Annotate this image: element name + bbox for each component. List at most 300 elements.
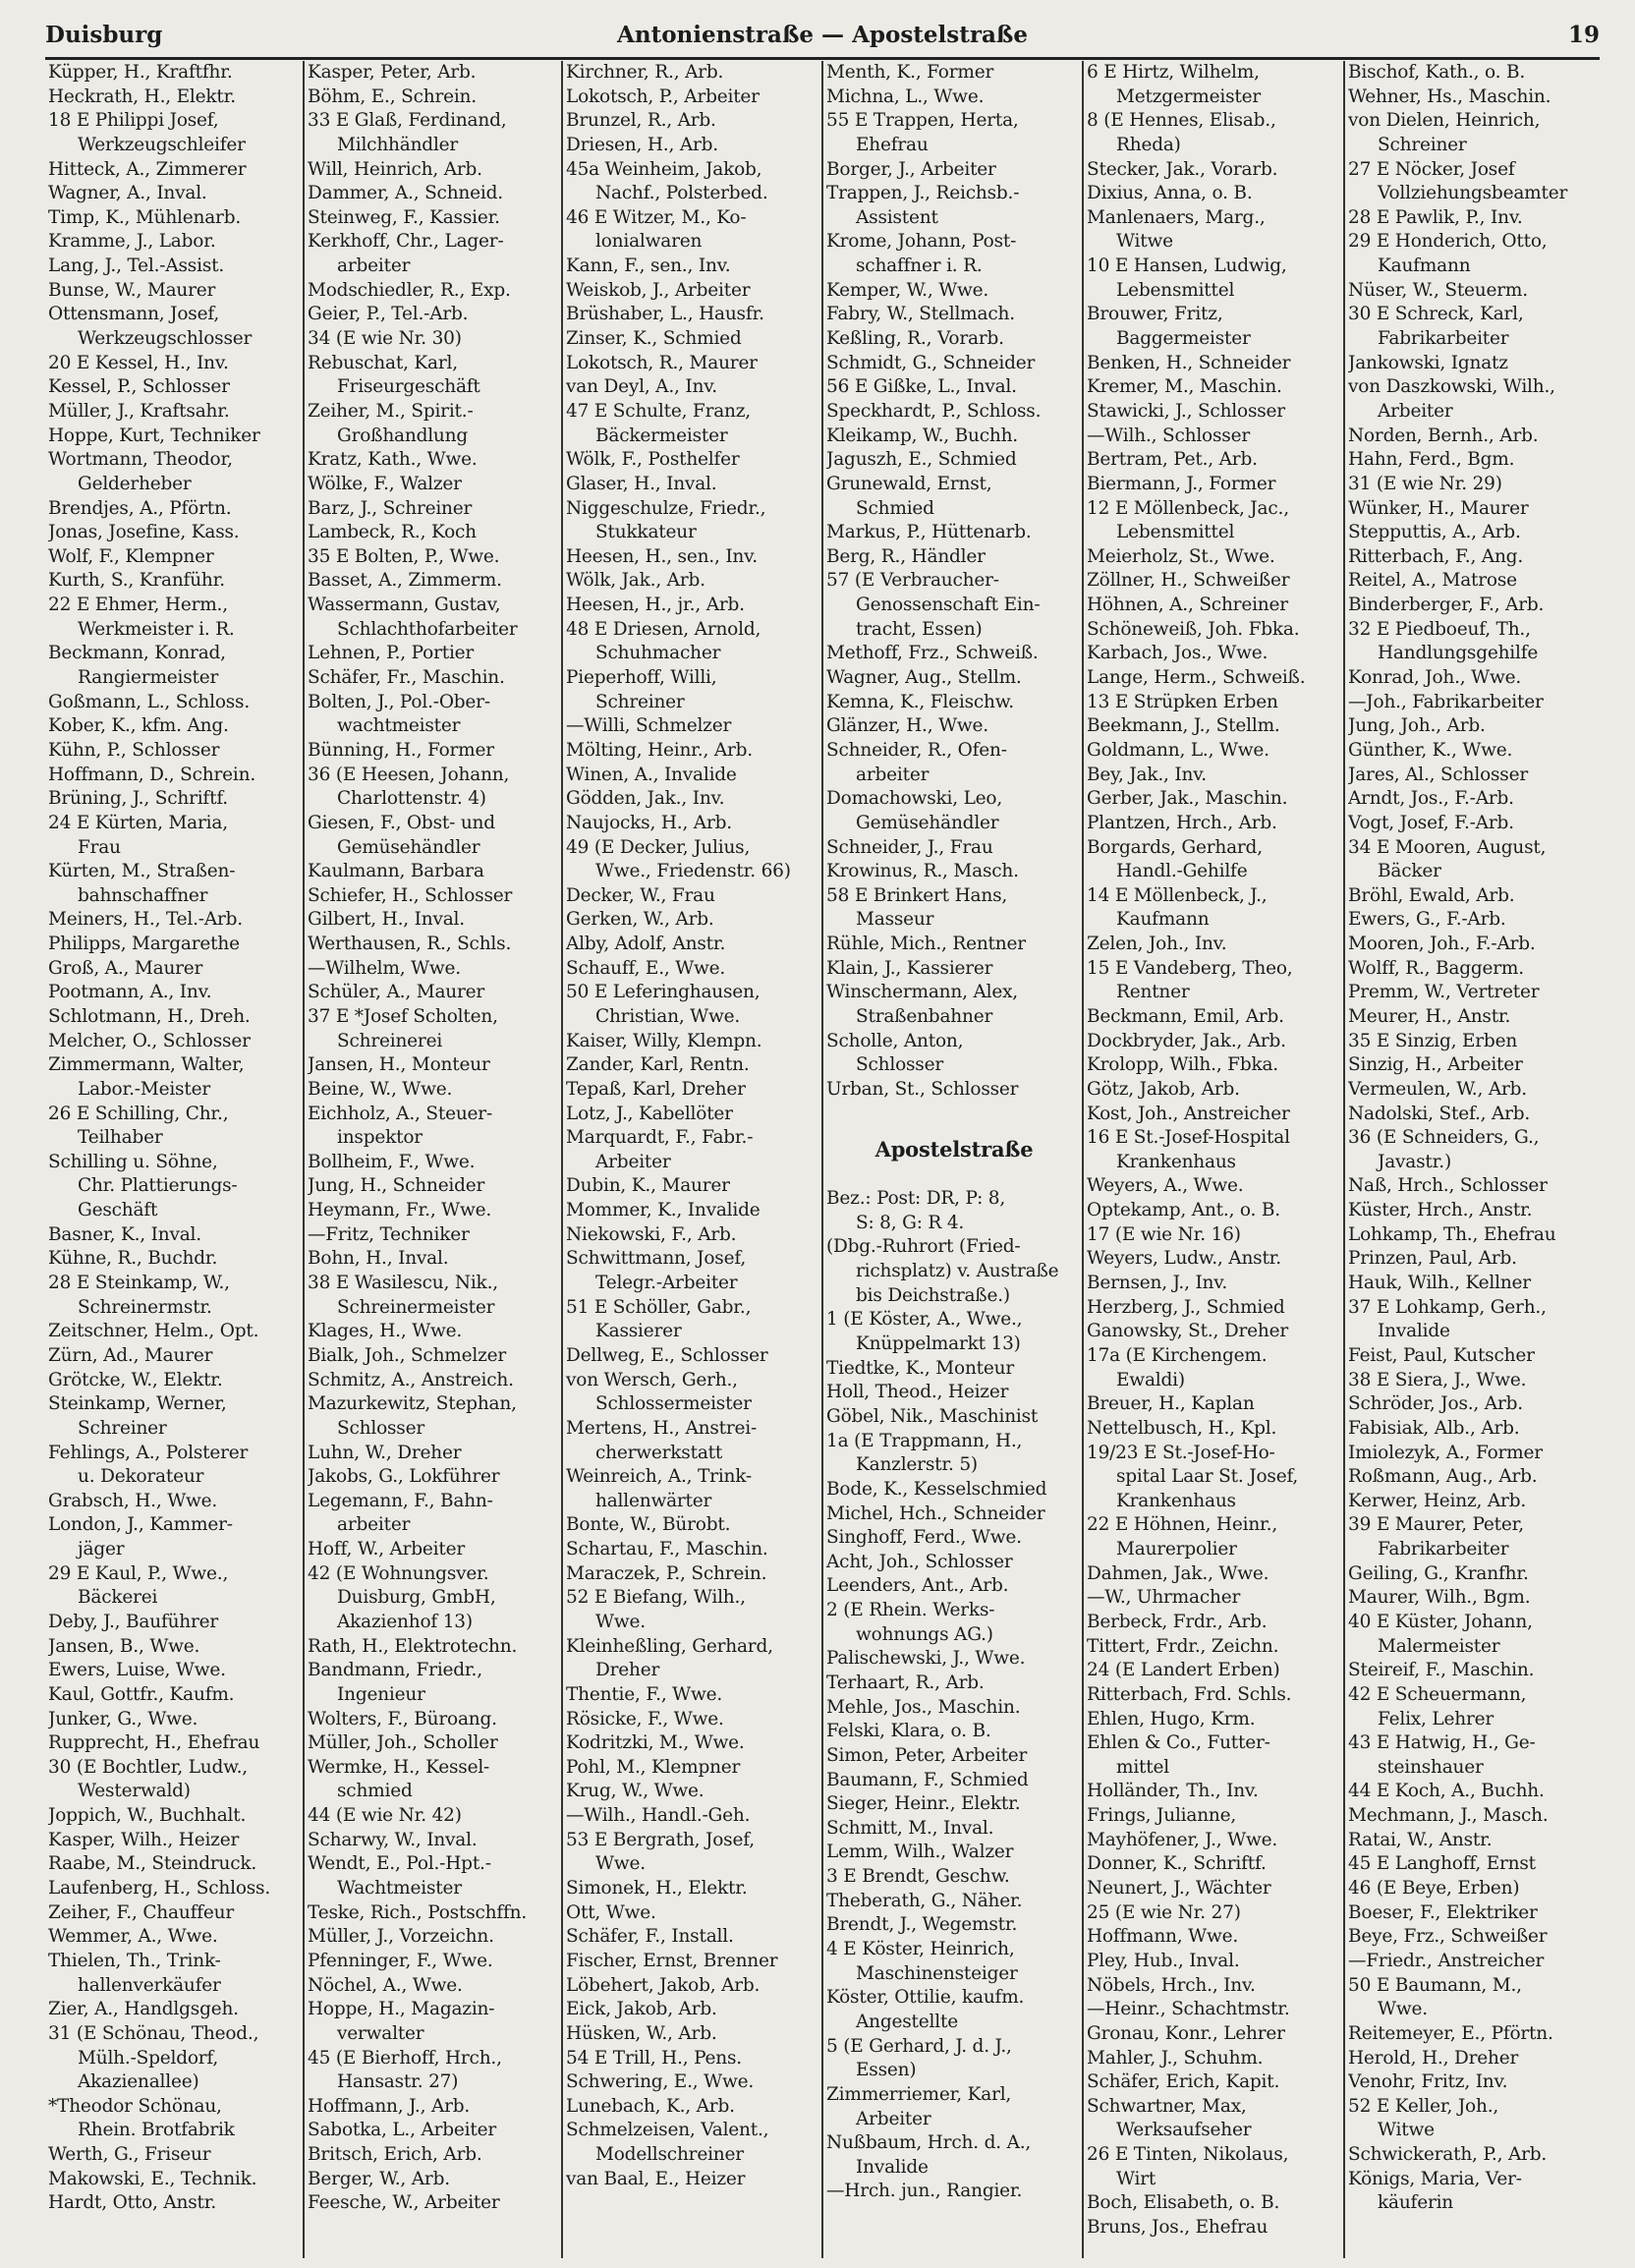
directory-entry: Schlotmann, H., Dreh. <box>48 1005 251 1027</box>
directory-entry: Wagner, Aug., Stellm. <box>826 667 1022 689</box>
directory-entry: Hoppe, H., Magazin- <box>308 1999 495 2020</box>
directory-entry: Schreiner <box>78 1417 167 1439</box>
directory-entry: Kratz, Kath., Wwe. <box>308 449 478 471</box>
directory-entry: Bunse, W., Maurer <box>48 279 216 301</box>
directory-entry: Klages, H., Wwe. <box>308 1321 463 1342</box>
directory-entry: —Wilh., Handl.-Geh. <box>566 1805 751 1827</box>
directory-entry: Günther, K., Wwe. <box>1348 739 1513 761</box>
directory-entry: Nadolski, Stef., Arb. <box>1348 1103 1531 1124</box>
directory-entry: Maurerpolier <box>1116 1539 1237 1560</box>
directory-entry: Teilhaber <box>78 1127 163 1149</box>
directory-entry: Grötcke, W., Elektr. <box>48 1369 223 1390</box>
directory-entry: Handlungsgehilfe <box>1378 643 1539 664</box>
directory-entry: 30 E Schreck, Karl, <box>1348 304 1524 325</box>
directory-entry: 14 E Möllenbeck, J., <box>1087 884 1268 906</box>
directory-entry: Fehlings, A., Polsterer <box>48 1442 249 1463</box>
directory-entry: Schwittmann, Josef, <box>566 1248 746 1270</box>
directory-entry: Mehle, Jos., Maschin. <box>826 1696 1021 1718</box>
directory-entry: Modellschreiner <box>595 2144 744 2166</box>
directory-entry: schmied <box>337 1781 413 1802</box>
directory-entry: Schüler, A., Maurer <box>308 982 485 1003</box>
directory-entry: Höhnen, A., Schreiner <box>1087 595 1288 616</box>
directory-entry: Jakobs, G., Lokführer <box>308 1466 500 1488</box>
directory-entry: Göbel, Nik., Maschinist <box>826 1405 1039 1427</box>
directory-entry: Rühle, Mich., Rentner <box>826 934 1026 955</box>
directory-entry: —W., Uhrmacher <box>1087 1587 1241 1609</box>
directory-entry: Lambeck, R., Koch <box>308 522 477 543</box>
directory-entry: Ratai, W., Anstr. <box>1348 1829 1493 1850</box>
directory-entry: Wehner, Hs., Maschin. <box>1348 85 1551 107</box>
directory-entry: Konrad, Joh., Wwe. <box>1348 667 1522 689</box>
directory-entry: Hardt, Otto, Anstr. <box>48 2192 217 2214</box>
directory-entry: Herzberg, J., Schmied <box>1087 1296 1285 1318</box>
directory-entry: Kemna, K., Fleischw. <box>826 691 1014 712</box>
directory-entry: 29 E Kaul, P., Wwe., <box>48 1562 229 1584</box>
directory-entry: Gelderheber <box>78 473 192 494</box>
directory-entry: Steireif, F., Maschin. <box>1348 1660 1535 1681</box>
directory-entry: Mommer, K., Invalide <box>566 1200 761 1221</box>
directory-entry: Venohr, Fritz, Inv. <box>1348 2071 1508 2093</box>
directory-entry: Zürn, Ad., Maurer <box>48 1344 213 1366</box>
directory-entry: Maurer, Wilh., Bgm. <box>1348 1587 1531 1609</box>
directory-entry: 34 (E wie Nr. 30) <box>308 328 462 350</box>
directory-entry: Joppich, W., Buchhalt. <box>48 1805 247 1827</box>
directory-entry: Beckmann, Emil, Arb. <box>1087 1005 1284 1027</box>
directory-entry: Bischof, Kath., o. B. <box>1348 62 1526 83</box>
directory-entry: Dixius, Anna, o. B. <box>1087 183 1253 204</box>
directory-entry: Niekowski, F., Arb. <box>566 1223 737 1245</box>
directory-entry: 18 E Philippi Josef, <box>48 110 219 132</box>
directory-entry: Brüshaber, L., Hausfr. <box>566 304 764 325</box>
directory-entry: Bolten, J., Pol.-Ober- <box>308 691 490 712</box>
directory-entry: Witwe <box>1378 2120 1435 2141</box>
directory-entry: u. Dekorateur <box>78 1466 204 1488</box>
directory-entry: Kirchner, R., Arb. <box>566 62 724 83</box>
directory-entry: 26 E Tinten, Nikolaus, <box>1087 2144 1289 2166</box>
directory-entry: Hitteck, A., Zimmerer <box>48 158 247 180</box>
directory-entry: Schröder, Jos., Arb. <box>1348 1393 1523 1415</box>
directory-entry: Lotz, J., Kabellöter <box>566 1103 733 1124</box>
directory-entry: Imiolezyk, A., Former <box>1348 1442 1543 1463</box>
directory-entry: Zinser, K., Schmied <box>566 328 742 350</box>
directory-entry: richsplatz) v. Austraße <box>856 1261 1059 1282</box>
directory-entry: Brendjes, A., Pförtn. <box>48 497 232 519</box>
directory-entry: Schlosser <box>337 1417 424 1439</box>
directory-entry: Eick, Jakob, Arb. <box>566 1999 717 2020</box>
directory-entry: Ritterbach, F., Ang. <box>1348 545 1524 567</box>
directory-entry: 5 (E Gerhard, J. d. J., <box>826 2035 1012 2057</box>
directory-entry: wohnungs AG.) <box>856 1623 993 1645</box>
directory-entry: Kühn, P., Schlosser <box>48 739 220 761</box>
directory-entry: Britsch, Erich, Arb. <box>308 2144 482 2166</box>
directory-entry: Domachowski, Leo, <box>826 788 1003 810</box>
directory-entry: 36 (E Heesen, Johann, <box>308 764 510 785</box>
directory-entry: Hauk, Wilh., Kellner <box>1348 1273 1531 1294</box>
directory-entry: Glaser, H., Inval. <box>566 473 717 494</box>
directory-entry: Michna, L., Wwe. <box>826 85 985 107</box>
directory-entry: Benken, H., Schneider <box>1087 352 1291 373</box>
directory-entry: Charlottenstr. 4) <box>337 788 486 810</box>
directory-entry: Roßmann, Aug., Arb. <box>1348 1466 1538 1488</box>
directory-entry: Weyers, Ludw., Anstr. <box>1087 1248 1281 1270</box>
directory-entry: Königs, Maria, Ver- <box>1348 2168 1522 2189</box>
directory-entry: Scholle, Anton, <box>826 1030 964 1051</box>
header-rule <box>45 57 1600 60</box>
directory-entry: Binderberger, F., Arb. <box>1348 595 1545 616</box>
directory-entry: 49 (E Decker, Julius, <box>566 836 751 858</box>
directory-entry: Simonek, H., Elektr. <box>566 1878 748 1899</box>
directory-entry: 17a (E Kirchengem. <box>1087 1344 1268 1366</box>
directory-entry: Heesen, H., jr., Arb. <box>566 595 745 616</box>
directory-entry: Urban, St., Schlosser <box>826 1078 1019 1100</box>
directory-entry: Alby, Adolf, Anstr. <box>566 934 726 955</box>
directory-entry: Optekamp, Ant., o. B. <box>1087 1200 1280 1221</box>
directory-entry: 38 E Wasilescu, Nik., <box>308 1273 498 1294</box>
directory-entry: 45 (E Bierhoff, Hrch., <box>308 2047 502 2069</box>
directory-entry: 17 (E wie Nr. 16) <box>1087 1223 1241 1245</box>
directory-entry: Bandmann, Friedr., <box>308 1660 482 1681</box>
directory-entry: Fischer, Ernst, Brenner <box>566 1950 778 1971</box>
directory-entry: 58 E Brinkert Hans, <box>826 884 1008 906</box>
directory-entry: Wolff, R., Baggerm. <box>1348 957 1524 979</box>
directory-entry: Speckhardt, P., Schloss. <box>826 400 1042 422</box>
directory-entry: Hoffmann, Wwe. <box>1087 1926 1239 1948</box>
directory-entry: Sabotka, L., Arbeiter <box>308 2120 496 2141</box>
directory-entry: Werkzeugschlosser <box>78 328 253 350</box>
directory-entry: arbeiter <box>337 255 411 277</box>
directory-entry: Fabrikarbeiter <box>1378 328 1509 350</box>
directory-entry: Jung, H., Schneider <box>308 1175 485 1197</box>
directory-entry: Vogt, Josef, F.-Arb. <box>1348 812 1514 833</box>
directory-entry: Terhaart, R., Arb. <box>826 1673 985 1693</box>
directory-entry: Schuhmacher <box>595 643 721 664</box>
directory-entry: Norden, Bernh., Arb. <box>1348 425 1539 446</box>
directory-entry: Raabe, M., Steindruck. <box>48 1853 257 1875</box>
directory-entry: Schreiner <box>1378 134 1467 155</box>
directory-entry: Küster, Hrch., Anstr. <box>1348 1200 1533 1221</box>
directory-entry: Eichholz, A., Steuer- <box>308 1103 492 1124</box>
directory-entry: van Deyl, A., Inv. <box>566 376 717 398</box>
directory-entry: Decker, W., Frau <box>566 884 715 906</box>
directory-entry: von Dielen, Heinrich, <box>1348 110 1541 132</box>
directory-entry: Bäckermeister <box>595 425 728 446</box>
directory-entry: Nöchel, A., Wwe. <box>308 1974 463 1996</box>
directory-entry: Dreher <box>595 1660 660 1681</box>
directory-entry: Tiedtke, K., Monteur <box>826 1357 1014 1379</box>
directory-entry: Krankenhaus <box>1116 1490 1236 1511</box>
directory-entry: Brüning, J., Schriftf. <box>48 788 228 810</box>
directory-entry: Kasper, Wilh., Heizer <box>48 1829 240 1850</box>
directory-entry: käuferin <box>1378 2192 1454 2214</box>
directory-entry: Kassierer <box>595 1321 682 1342</box>
directory-entry: Ehlen, Hugo, Krm. <box>1087 1708 1256 1729</box>
directory-entry: Glänzer, H., Wwe. <box>826 715 988 737</box>
directory-entry: Felski, Klara, o. B. <box>826 1721 991 1742</box>
directory-entry: Tittert, Frdr., Zeichn. <box>1087 1635 1279 1657</box>
directory-entry: Geschäft <box>78 1200 158 1221</box>
directory-entry: Pohl, M., Klempner <box>566 1756 741 1778</box>
directory-entry: Menth, K., Former <box>826 62 994 83</box>
directory-entry: Wwe. <box>595 1612 646 1632</box>
directory-entry: Kürten, M., Straßen- <box>48 861 236 882</box>
directory-entry: Hansastr. 27) <box>337 2071 459 2093</box>
directory-entry: Grunewald, Ernst, <box>826 473 992 494</box>
directory-entry: Wachtmeister <box>337 1878 462 1899</box>
directory-entry: Deby, J., Bauführer <box>48 1612 219 1632</box>
directory-entry: Großhandlung <box>337 425 469 446</box>
directory-entry: Hoffmann, D., Schrein. <box>48 764 255 785</box>
directory-entry: Wirt <box>1116 2168 1156 2189</box>
directory-entry: Jansen, H., Monteur <box>308 1054 490 1076</box>
directory-entry: Wünker, H., Maurer <box>1348 497 1529 519</box>
directory-entry: *Theodor Schönau, <box>48 2095 222 2117</box>
directory-entry: Kühne, R., Buchdr. <box>48 1248 218 1270</box>
directory-entry: Geier, P., Tel.-Arb. <box>308 304 469 325</box>
directory-columns <box>45 61 1600 2258</box>
city-name: Duisburg <box>45 22 163 48</box>
directory-entry: Kaufmann <box>1378 255 1471 277</box>
directory-entry: Krankenhaus <box>1116 1151 1236 1172</box>
directory-entry: Borgards, Gerhard, <box>1087 836 1263 858</box>
directory-entry: Lokotsch, P., Arbeiter <box>566 85 760 107</box>
directory-entry: Palischewski, J., Wwe. <box>826 1648 1026 1670</box>
directory-entry: Gerber, Jak., Maschin. <box>1087 788 1288 810</box>
directory-entry: Bruns, Jos., Ehefrau <box>1087 2217 1269 2239</box>
directory-entry: Theberath, G., Näher. <box>826 1890 1023 1911</box>
directory-entry: 27 E Nöcker, Josef <box>1348 158 1515 180</box>
directory-entry: 52 E Keller, Joh., <box>1348 2095 1499 2117</box>
directory-entry: Zimmerriemer, Karl, <box>826 2083 1012 2105</box>
directory-entry: Geiling, G., Kranfhr. <box>1348 1562 1529 1584</box>
directory-entry: Heesen, H., sen., Inv. <box>566 545 758 567</box>
directory-column <box>821 61 1082 2258</box>
directory-entry: Dockbryder, Jak., Arb. <box>1087 1030 1286 1051</box>
directory-entry: Bäcker <box>1378 861 1441 882</box>
directory-entry: Trappen, J., Reichsb.- <box>826 183 1020 204</box>
directory-entry: Premm, W., Vertreter <box>1348 982 1540 1003</box>
directory-entry: arbeiter <box>856 764 930 785</box>
directory-entry: Witwe <box>1116 231 1173 253</box>
directory-entry: inspektor <box>337 1127 423 1149</box>
directory-entry: Singhoff, Ferd., Wwe. <box>826 1527 1022 1549</box>
directory-entry: Pfenninger, F., Wwe. <box>308 1950 493 1971</box>
directory-entry: 39 E Maurer, Peter, <box>1348 1514 1524 1536</box>
directory-entry: Stukkateur <box>595 522 697 543</box>
directory-entry: Thentie, F., Wwe. <box>566 1683 723 1705</box>
directory-entry: Labor.-Meister <box>78 1078 210 1100</box>
directory-entry: Sinzig, H., Arbeiter <box>1348 1054 1523 1076</box>
directory-entry: Duisburg, GmbH, <box>337 1587 496 1609</box>
directory-entry: Schreinermeister <box>337 1296 495 1318</box>
directory-entry: Rhein. Brotfabrik <box>78 2120 235 2141</box>
directory-entry: Schmitt, M., Inval. <box>826 1817 994 1839</box>
directory-entry: Kerkhoff, Chr., Lager- <box>308 231 504 253</box>
directory-entry: Ehefrau <box>856 134 929 155</box>
directory-entry: Winen, A., Invalide <box>566 764 737 785</box>
directory-entry: Driesen, H., Arb. <box>566 134 718 155</box>
directory-entry: Gödden, Jak., Inv. <box>566 788 725 810</box>
directory-entry: Rebuschat, Karl, <box>308 352 458 373</box>
directory-entry: Jaguszh, E., Schmied <box>826 449 1017 471</box>
directory-column <box>45 61 303 2258</box>
directory-entry: bahnschaffner <box>78 884 208 906</box>
directory-entry: Rath, H., Elektrotechn. <box>308 1635 518 1657</box>
directory-entry: Reitemeyer, E., Pförtn. <box>1348 2022 1553 2044</box>
directory-entry: Pley, Hub., Inval. <box>1087 1950 1240 1971</box>
directory-entry: 44 E Koch, A., Buchh. <box>1348 1781 1545 1802</box>
directory-entry: Schmelzeisen, Valent., <box>566 2120 769 2141</box>
directory-entry: Gemüsehändler <box>856 812 999 833</box>
directory-entry: Bode, K., Kesselschmied <box>826 1478 1047 1500</box>
directory-entry: Simon, Peter, Arbeiter <box>826 1744 1028 1766</box>
directory-entry: Barz, J., Schreiner <box>308 497 473 519</box>
directory-entry: arbeiter <box>337 1514 411 1536</box>
directory-entry: Rupprecht, H., Ehefrau <box>48 1732 260 1754</box>
directory-entry: —Friedr., Anstreicher <box>1348 1950 1545 1971</box>
directory-entry: Bez.: Post: DR, P: 8, <box>826 1188 1006 1210</box>
street-heading: Apostelstraße <box>874 1137 1034 1162</box>
directory-entry: Boeser, F., Elektriker <box>1348 1901 1538 1923</box>
directory-entry: Lohkamp, Th., Ehefrau <box>1348 1223 1556 1245</box>
directory-entry: Beye, Frz., Schweißer <box>1348 1926 1548 1948</box>
directory-entry: Mooren, Joh., F.-Arb. <box>1348 934 1536 955</box>
directory-entry: 13 E Strüpken Erben <box>1087 691 1278 712</box>
directory-entry: Götz, Jakob, Arb. <box>1087 1078 1240 1100</box>
directory-entry: Werthausen, R., Schls. <box>308 934 512 955</box>
directory-entry: Köster, Ottilie, kaufm. <box>826 1987 1025 2009</box>
directory-entry: Jankowski, Ignatz <box>1348 352 1508 373</box>
directory-entry: Javastr.) <box>1378 1151 1451 1172</box>
directory-entry: Arbeiter <box>1378 400 1453 422</box>
directory-entry: Leenders, Ant., Arb. <box>826 1575 1009 1597</box>
directory-entry: Müller, J., Vorzeichn. <box>308 1926 494 1948</box>
directory-entry: Acht, Joh., Schlosser <box>826 1551 1013 1572</box>
directory-entry: Frau <box>78 836 121 858</box>
directory-entry: Methoff, Frz., Schweiß. <box>826 643 1039 664</box>
directory-entry: Basset, A., Zimmerm. <box>308 570 502 592</box>
directory-entry: Beekmann, J., Stellm. <box>1087 715 1280 737</box>
directory-entry: Zimmermann, Walter, <box>48 1054 245 1076</box>
directory-entry: cherwerkstatt <box>595 1442 723 1463</box>
directory-entry: 8 (E Hennes, Elisab., <box>1087 110 1276 132</box>
directory-entry: Bonte, W., Bürobt. <box>566 1514 731 1536</box>
directory-entry: Sieger, Heinr., Elektr. <box>826 1793 1021 1815</box>
directory-entry: Schreinerei <box>337 1030 443 1051</box>
directory-entry: Michel, Hch., Schneider <box>826 1503 1045 1524</box>
directory-entry: Schmied <box>856 497 934 519</box>
directory-entry: 28 E Pawlik, P., Inv. <box>1348 206 1523 228</box>
directory-entry: Holl, Theod., Heizer <box>826 1382 1009 1403</box>
directory-entry: Stepputtis, A., Arb. <box>1348 522 1521 543</box>
directory-entry: London, J., Kammer- <box>48 1514 233 1536</box>
directory-entry: Berger, W., Arb. <box>308 2168 450 2189</box>
directory-entry: 53 E Bergrath, Josef, <box>566 1829 755 1850</box>
directory-entry: 19/23 E St.-Josef-Ho- <box>1087 1442 1275 1463</box>
directory-entry: Wagner, A., Inval. <box>48 183 207 204</box>
directory-entry: 52 E Biefang, Wilh., <box>566 1587 746 1609</box>
directory-entry: Schlossermeister <box>595 1393 752 1415</box>
directory-entry: Fabry, W., Stellmach. <box>826 304 1015 325</box>
directory-entry: Brunzel, R., Arb. <box>566 110 716 132</box>
directory-entry: S: 8, G: R 4. <box>856 1212 965 1233</box>
directory-entry: Dahmen, Jak., Wwe. <box>1087 1562 1269 1584</box>
directory-entry: Luhn, W., Dreher <box>308 1442 462 1463</box>
directory-entry: Chr. Plattierungs- <box>78 1175 238 1197</box>
directory-entry: —Joh., Fabrikarbeiter <box>1348 691 1544 712</box>
directory-entry: Bohn, H., Inval. <box>308 1248 449 1270</box>
directory-entry: 43 E Hatwig, H., Ge- <box>1348 1732 1536 1754</box>
directory-entry: Kodritzki, M., Wwe. <box>566 1732 745 1754</box>
directory-entry: 55 E Trappen, Herta, <box>826 110 1019 132</box>
directory-entry: Lebensmittel <box>1116 279 1235 301</box>
directory-entry: Ehlen & Co., Futter- <box>1087 1732 1270 1754</box>
directory-entry: Kanzlerstr. 5) <box>856 1454 978 1476</box>
directory-entry: Krome, Johann, Post- <box>826 231 1017 253</box>
directory-entry: Ewers, Luise, Wwe. <box>48 1660 226 1681</box>
directory-entry: 37 E Lohkamp, Gerh., <box>1348 1296 1547 1318</box>
directory-entry: Ritterbach, Frd. Schls. <box>1087 1683 1292 1705</box>
directory-entry: Maschinensteiger <box>856 1962 1018 1984</box>
directory-entry: Wassermann, Gustav, <box>308 595 501 616</box>
directory-entry: tracht, Essen) <box>856 618 983 640</box>
directory-entry: Gerken, W., Arb. <box>566 909 714 931</box>
directory-entry: Schlosser <box>856 1054 943 1076</box>
directory-entry: Westerwald) <box>78 1781 191 1802</box>
directory-entry: Borger, J., Arbeiter <box>826 158 996 180</box>
directory-entry: Schlachthofarbeiter <box>337 618 518 640</box>
directory-entry: Meurer, H., Anstr. <box>1348 1005 1511 1027</box>
directory-entry: Grabsch, H., Wwe. <box>48 1490 218 1511</box>
directory-entry: Feesche, W., Arbeiter <box>308 2192 500 2214</box>
directory-entry: Felix, Lehrer <box>1378 1708 1494 1729</box>
directory-entry: Lang, J., Tel.-Assist. <box>48 255 225 277</box>
directory-entry: Feist, Paul, Kutscher <box>1348 1344 1535 1366</box>
directory-entry: Jansen, B., Wwe. <box>48 1635 200 1657</box>
directory-entry: bis Deichstraße.) <box>856 1284 1010 1306</box>
directory-entry: Bey, Jak., Inv. <box>1087 764 1207 785</box>
directory-entry: Schreiner <box>595 691 685 712</box>
directory-entry: 24 E Kürten, Maria, <box>48 812 228 833</box>
directory-entry: Genossenschaft Ein- <box>856 595 1041 616</box>
directory-entry: spital Laar St. Josef, <box>1116 1466 1299 1488</box>
directory-entry: Schmidt, G., Schneider <box>826 352 1036 373</box>
directory-entry: Breuer, H., Kaplan <box>1087 1393 1255 1415</box>
directory-entry: Thielen, Th., Trink- <box>48 1950 221 1971</box>
directory-entry: Goldmann, L., Wwe. <box>1087 739 1269 761</box>
directory-entry: 3 E Brendt, Geschw. <box>826 1866 1010 1888</box>
directory-entry: Wölk, F., Posthelfer <box>566 449 740 471</box>
directory-entry: Ganowsky, St., Dreher <box>1087 1321 1289 1342</box>
directory-entry: Scharwy, W., Inval. <box>308 1829 478 1850</box>
directory-entry: Invalide <box>856 2156 929 2178</box>
directory-entry: Wermke, H., Kessel- <box>308 1756 490 1778</box>
directory-entry: Goßmann, L., Schloss. <box>48 691 251 712</box>
directory-entry: Naujocks, H., Arb. <box>566 812 732 833</box>
directory-entry: —Willi, Schmelzer <box>566 715 732 737</box>
directory-entry: hallenwärter <box>595 1490 712 1511</box>
directory-entry: Schauff, E., Wwe. <box>566 957 726 979</box>
directory-entry: Mertens, H., Anstrei- <box>566 1417 758 1439</box>
directory-entry: Bertram, Pet., Arb. <box>1087 449 1258 471</box>
directory-entry: 6 E Hirtz, Wilhelm, <box>1087 62 1260 83</box>
directory-entry: 33 E Glaß, Ferdinand, <box>308 110 507 132</box>
directory-entry: 20 E Kessel, H., Inv. <box>48 352 229 373</box>
directory-entry: Timp, K., Mühlenarb. <box>48 206 242 228</box>
directory-entry: Schartau, F., Maschin. <box>566 1539 768 1560</box>
directory-entry: —Heinr., Schachtmstr. <box>1087 1999 1290 2020</box>
directory-entry: 31 (E wie Nr. 29) <box>1348 473 1502 494</box>
directory-entry: Schäfer, Fr., Maschin. <box>308 667 505 689</box>
